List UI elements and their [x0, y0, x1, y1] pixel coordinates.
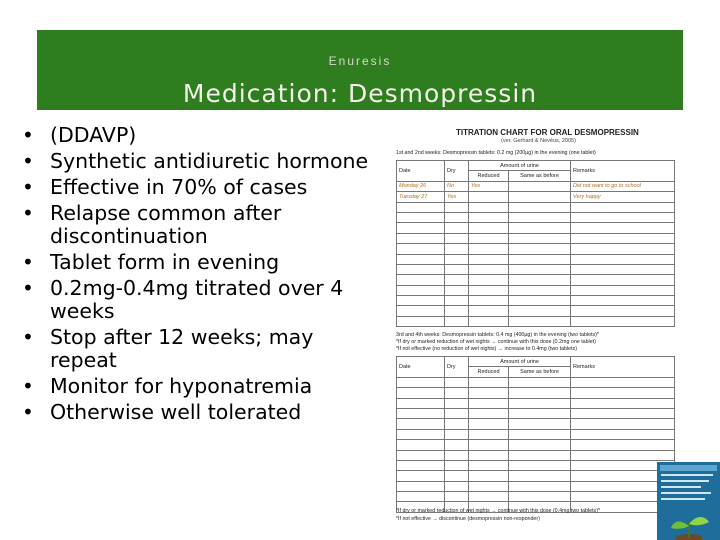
bullet-item: • Relapse common after discontinuation [22, 202, 382, 248]
table-row [397, 254, 675, 264]
table-row [397, 481, 675, 491]
table-row [397, 285, 675, 295]
bullet-item: • Stop after 12 weeks; may repeat [22, 326, 382, 372]
entry-reduced [469, 192, 509, 202]
footer-note-b: *If not effective → discontinue (desmopressin non-responder) [396, 516, 540, 522]
table-row [397, 202, 675, 212]
log-table-2 [396, 356, 675, 513]
bullet-item: • Monitor for hyponatremia [22, 375, 382, 398]
col-dry: Dry [445, 161, 469, 182]
col-same: Same as before [509, 171, 571, 181]
table-row [397, 377, 675, 387]
table-row [397, 450, 675, 460]
entry-remarks: Very happy [571, 192, 675, 202]
col-remarks: Remarks [571, 161, 675, 182]
slide-title: Medication: Desmopressin [182, 79, 538, 108]
slide-subtitle: Enuresis [328, 54, 392, 68]
entry-date: Tuesday 27 [397, 192, 445, 202]
entry-dry: No [445, 181, 469, 191]
title-banner [37, 30, 683, 110]
bullet-item: • 0.2mg-0.4mg titrated over 4 weeks [22, 277, 382, 323]
chart-title: TITRATION CHART FOR ORAL DESMOPRESSIN [456, 128, 639, 137]
col-amount: Amount of urine [469, 357, 571, 367]
table-row [397, 492, 675, 502]
chart-source: (ver. Gerhard & Nevéus, 2005) [501, 138, 576, 144]
col-date: Date [397, 161, 445, 182]
table-row [397, 264, 675, 274]
section-2-note-b: *If not effective (no reduction of wet nights) → increase to 0.4mg (two tablets) [396, 346, 577, 352]
table-row [397, 388, 675, 398]
col-same: Same as before [509, 367, 571, 377]
table-row [397, 429, 675, 439]
entry-reduced: Yes [469, 181, 509, 191]
section-2-label: 3rd and 4th weeks: Desmopressin tablets: 0.4 mg (400µg) in the evening (two tablets)* [396, 332, 599, 338]
table-row [397, 244, 675, 254]
table-row [397, 233, 675, 243]
table-row [397, 181, 675, 191]
table-row [397, 440, 675, 450]
entry-date: Monday 26 [397, 181, 445, 191]
titration-chart [396, 124, 678, 532]
plant-icon [665, 508, 713, 540]
footer-note-a: *If dry or marked reduction of wet nights → continue with this dose (0.4mg two tablets)* [396, 508, 601, 514]
cover-text-lines [661, 474, 717, 504]
bullet-item: • Otherwise well tolerated [22, 401, 382, 424]
bullet-item: • Effective in 70% of cases [22, 176, 382, 199]
table-row [397, 212, 675, 222]
col-dry: Dry [445, 357, 469, 378]
cover-header-bar [660, 465, 717, 471]
bullet-list [22, 124, 382, 427]
col-remarks: Remarks [571, 357, 675, 378]
table-row [397, 460, 675, 470]
entry-dry: Yes [445, 192, 469, 202]
table-row [397, 471, 675, 481]
table-row [397, 223, 675, 233]
section-1-label: 1st and 2nd weeks: Desmopressin tablets: 0.2 mg (200µg) in the evening (one tablet) [396, 150, 596, 156]
table-row [397, 398, 675, 408]
col-amount: Amount of urine [469, 161, 571, 171]
table-row [397, 419, 675, 429]
log-table-1 [396, 160, 675, 327]
entry-same [509, 181, 571, 191]
table-row [397, 408, 675, 418]
entry-remarks: Did not want to go to school [571, 181, 675, 191]
bullet-item: • (DDAVP) [22, 124, 382, 147]
col-date: Date [397, 357, 445, 378]
bullet-item: • Tablet form in evening [22, 251, 382, 274]
bullet-item: • Synthetic antidiuretic hormone [22, 150, 382, 173]
table-row [397, 316, 675, 326]
table-row [397, 275, 675, 285]
col-reduced: Reduced [469, 171, 509, 181]
section-2-note-a: *If dry or marked reduction of wet nights → continue with this dose (0.2mg one tablet) [396, 339, 596, 345]
col-reduced: Reduced [469, 367, 509, 377]
book-cover-thumbnail [657, 462, 720, 540]
entry-same [509, 192, 571, 202]
table-row [397, 192, 675, 202]
table-row [397, 306, 675, 316]
table-row [397, 296, 675, 306]
